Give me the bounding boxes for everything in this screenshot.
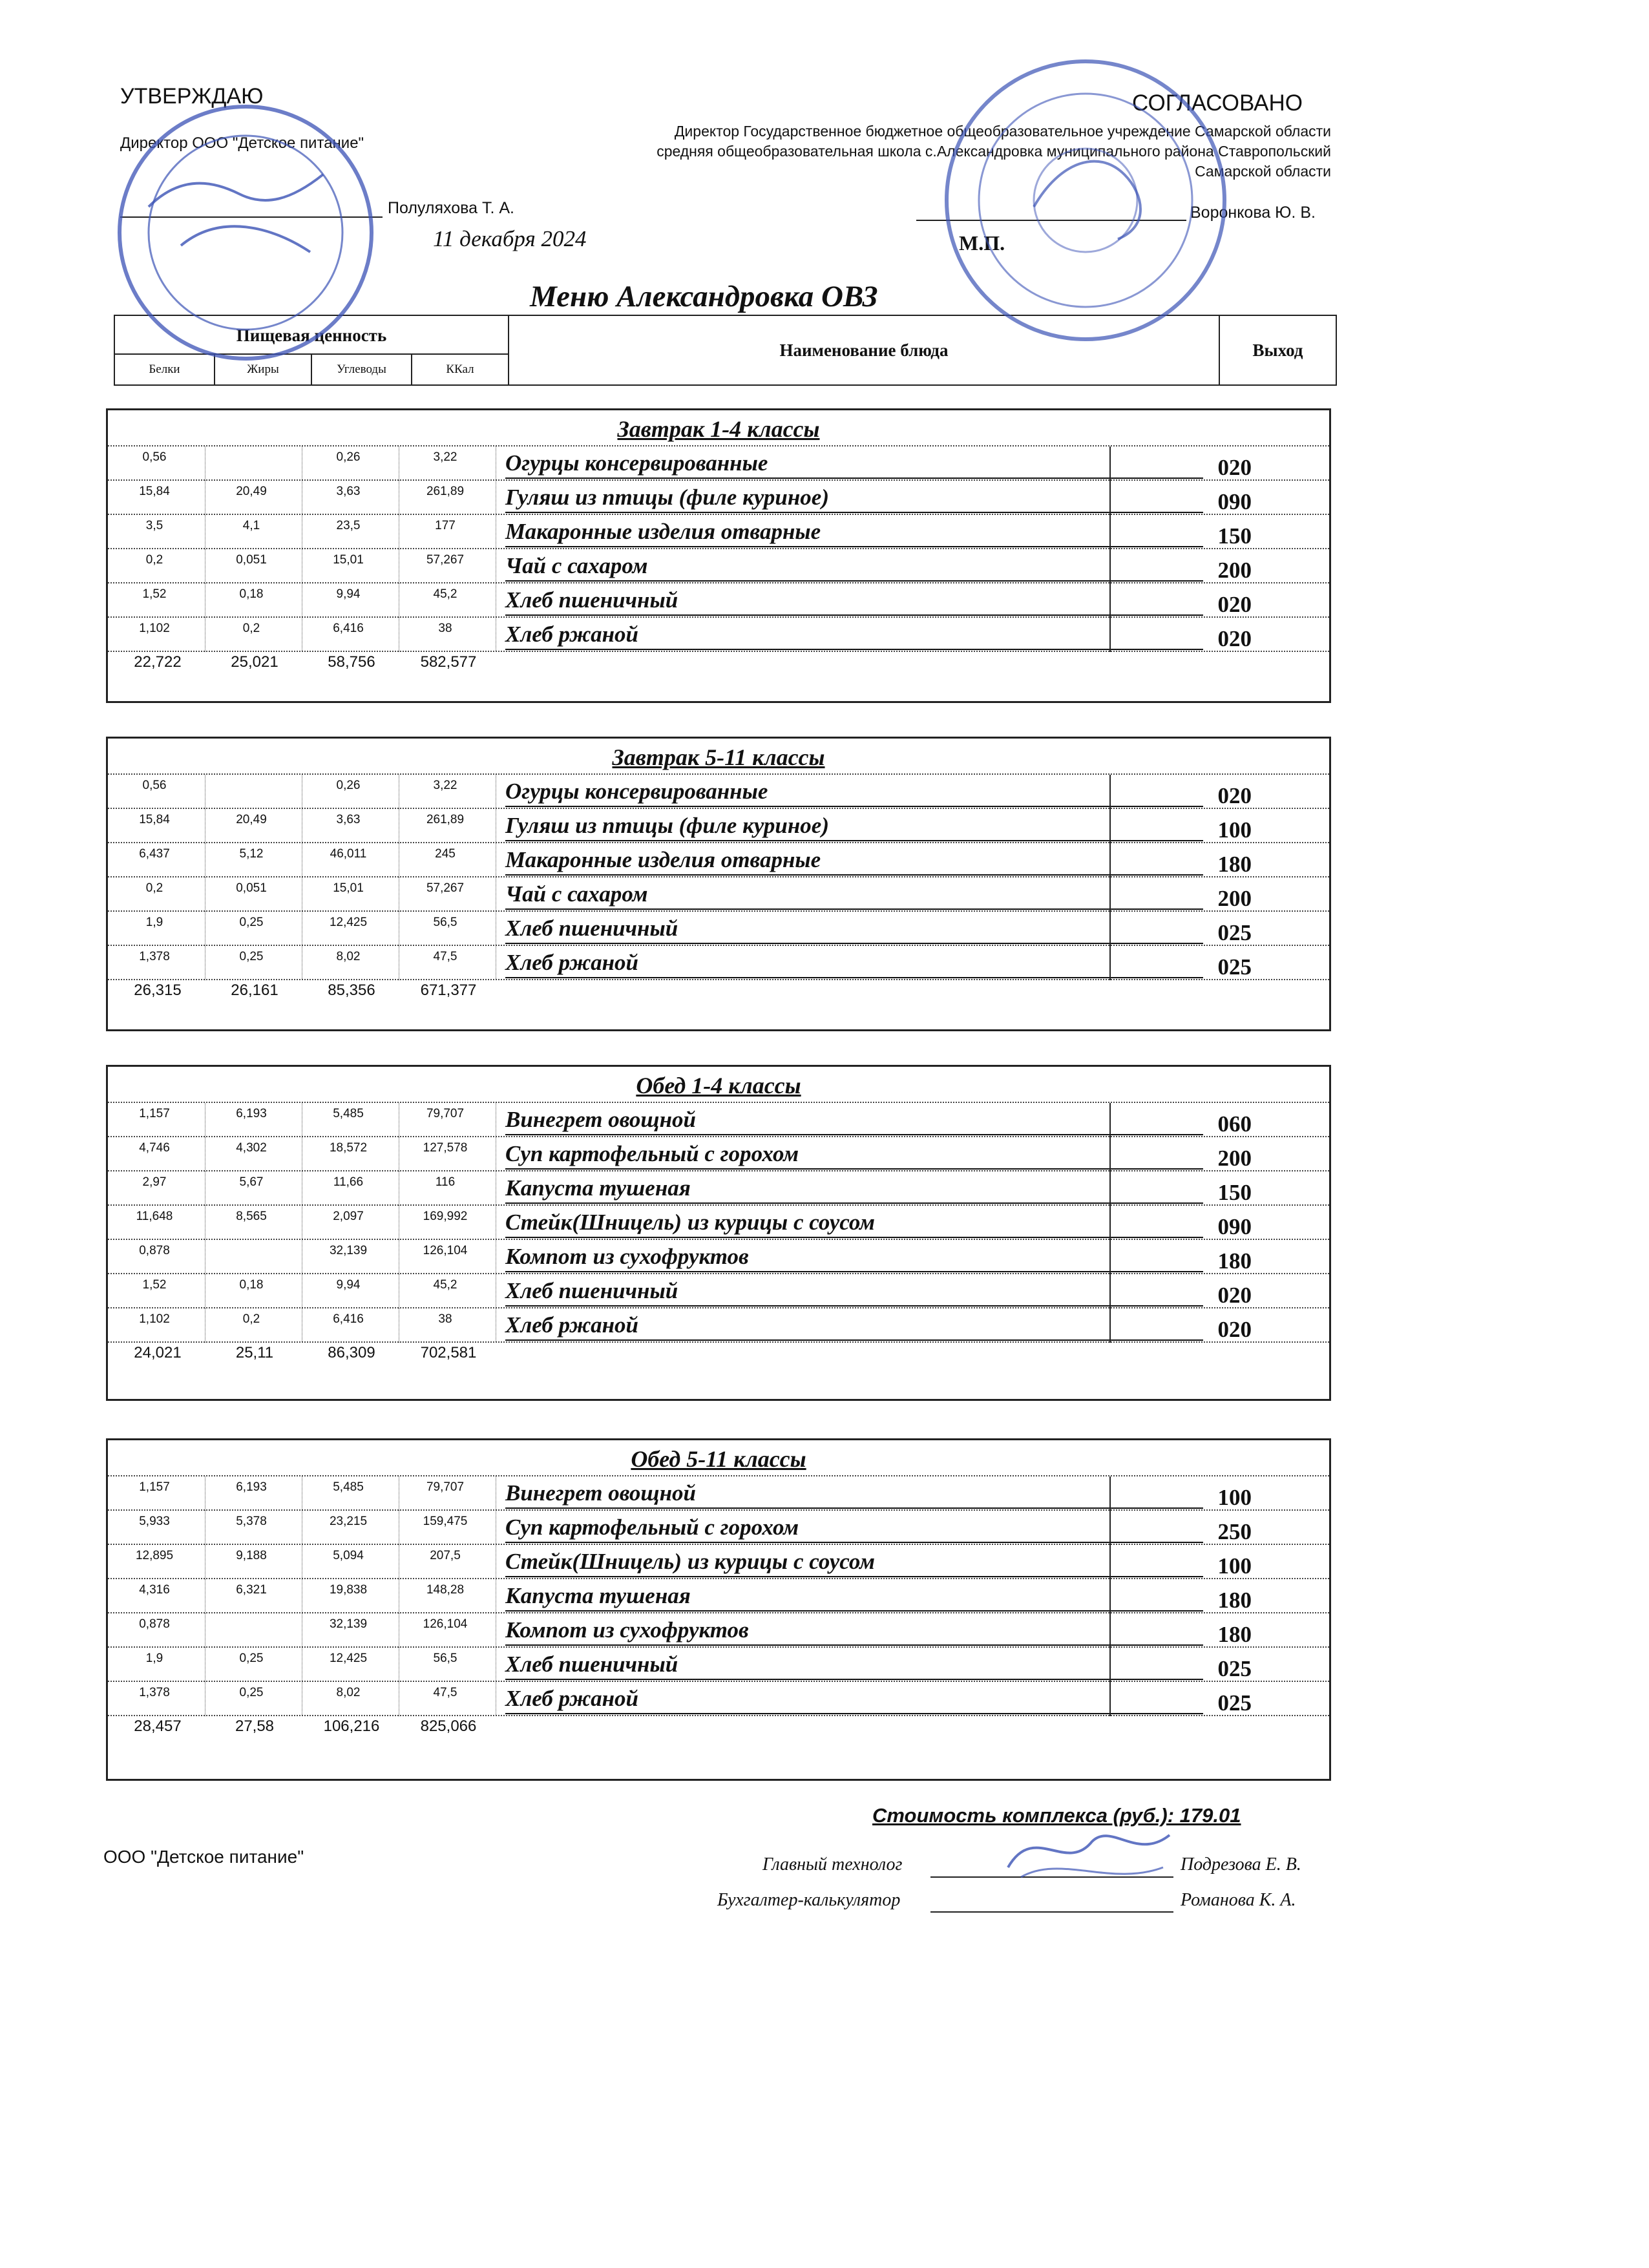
fat-value: 20,49	[236, 813, 267, 826]
protein-value: 11,648	[136, 1210, 173, 1223]
dish-name: Стейк(Шницель) из курицы с соусом	[505, 1208, 1203, 1238]
output-cell	[1109, 1308, 1329, 1343]
output-cell	[1109, 515, 1329, 549]
menu-row	[108, 1273, 1329, 1308]
output-cell	[1109, 1682, 1329, 1716]
dish-name: Хлеб пшеничный	[505, 586, 1203, 616]
carbs-value: 5,485	[333, 1480, 364, 1494]
carbs-value: 9,94	[336, 587, 361, 601]
kcal-value: 79,707	[426, 1107, 465, 1120]
signature-icon	[995, 1816, 1189, 1893]
school-stamp-icon	[905, 45, 1266, 355]
output-value: 025	[1217, 1656, 1252, 1681]
kcal-value: 79,707	[426, 1480, 465, 1494]
output-value: 100	[1217, 1553, 1252, 1579]
fat-value: 20,49	[236, 485, 267, 498]
protein-value: 4,746	[139, 1141, 170, 1155]
header-carbs: Углеводы	[312, 355, 412, 384]
output-value: 020	[1217, 592, 1252, 617]
dish-name: Хлеб ржаной	[505, 1685, 1203, 1714]
menu-row	[108, 514, 1329, 549]
section-title: Завтрак 5-11 классы	[612, 744, 825, 770]
dish-name: Компот из сухофруктов	[505, 1616, 1203, 1646]
kcal-value: 207,5	[430, 1549, 461, 1562]
menu-row	[108, 1475, 1329, 1511]
menu-row	[108, 582, 1329, 618]
menu-row	[108, 1239, 1329, 1274]
fat-value: 4,302	[236, 1141, 267, 1155]
menu-row	[108, 1136, 1329, 1171]
menu-row	[108, 1170, 1329, 1206]
total-carbs: 106,216	[323, 1717, 380, 1735]
output-cell	[1109, 912, 1329, 946]
fat-value: 0,051	[236, 881, 267, 895]
menu-row	[108, 616, 1329, 652]
carbs-value: 15,01	[333, 553, 364, 567]
menu-row	[108, 1578, 1329, 1613]
approval-date: 11 декабря 2024	[433, 226, 587, 251]
kcal-value: 45,2	[433, 1278, 457, 1292]
output-cell	[1109, 446, 1329, 481]
menu-section	[106, 1438, 1331, 1781]
carbs-value: 12,425	[329, 1652, 368, 1665]
dish-name: Хлеб пшеничный	[505, 1650, 1203, 1680]
fat-value: 5,12	[239, 847, 264, 861]
protein-value: 15,84	[139, 485, 170, 498]
protein-value: 1,52	[142, 1278, 167, 1292]
output-cell	[1109, 481, 1329, 515]
output-value: 180	[1217, 1588, 1252, 1613]
fat-value: 4,1	[242, 519, 260, 532]
output-cell	[1109, 583, 1329, 618]
output-value: 025	[1217, 954, 1252, 980]
output-cell	[1109, 775, 1329, 809]
carbs-value: 6,416	[333, 1312, 364, 1326]
protein-value: 0,878	[139, 1617, 170, 1631]
output-value: 180	[1217, 1622, 1252, 1647]
menu-row	[108, 479, 1329, 515]
protein-value: 1,157	[139, 1107, 170, 1120]
protein-value: 1,157	[139, 1480, 170, 1494]
fat-value: 0,18	[239, 587, 264, 601]
header-nutrition: Пищевая ценность	[115, 316, 509, 355]
output-value: 020	[1217, 626, 1252, 651]
output-value: 150	[1217, 1180, 1252, 1205]
fat-value: 0,2	[242, 1312, 260, 1326]
kcal-value: 116	[435, 1175, 456, 1189]
output-cell	[1109, 946, 1329, 980]
output-value: 020	[1217, 1283, 1252, 1308]
protein-value: 1,378	[139, 1686, 170, 1699]
protein-value: 3,5	[145, 519, 163, 532]
dish-name: Суп картофельный с горохом	[505, 1513, 1203, 1543]
menu-row	[108, 1544, 1329, 1579]
carbs-value: 23,215	[329, 1515, 368, 1528]
output-value: 090	[1217, 1214, 1252, 1239]
output-value: 100	[1217, 817, 1252, 843]
kcal-value: 245	[435, 847, 456, 861]
dish-name: Чай с сахаром	[505, 880, 1203, 910]
protein-value: 1,102	[139, 622, 170, 635]
output-value: 100	[1217, 1485, 1252, 1510]
menu-row	[108, 1204, 1329, 1240]
menu-row	[108, 1307, 1329, 1343]
output-cell	[1109, 1648, 1329, 1682]
dish-name: Хлеб пшеничный	[505, 914, 1203, 944]
fat-value: 0,051	[236, 553, 267, 567]
protein-value: 4,316	[139, 1583, 170, 1597]
carbs-value: 0,26	[336, 779, 361, 792]
carbs-value: 11,66	[333, 1175, 364, 1189]
total-fat: 25,021	[231, 653, 278, 671]
total-protein: 22,722	[134, 653, 182, 671]
menu-row	[108, 876, 1329, 912]
menu-row	[108, 808, 1329, 843]
protein-value: 5,933	[139, 1515, 170, 1528]
dish-name: Стейк(Шницель) из курицы с соусом	[505, 1548, 1203, 1577]
carbs-value: 3,63	[336, 813, 361, 826]
output-cell	[1109, 618, 1329, 652]
menu-row	[108, 910, 1329, 946]
menu-row	[108, 842, 1329, 877]
dish-name: Макаронные изделия отварные	[505, 846, 1203, 876]
total-fat: 27,58	[235, 1717, 275, 1735]
header-dish-name: Наименование блюда	[509, 316, 1220, 384]
menu-row	[108, 1681, 1329, 1716]
kcal-value: 169,992	[423, 1210, 468, 1223]
totals-row	[108, 1715, 1329, 1738]
header-kcal: ККал	[412, 355, 509, 384]
output-cell	[1109, 1579, 1329, 1613]
output-cell	[1109, 1171, 1329, 1206]
dish-name: Гуляш из птицы (филе куриное)	[505, 812, 1203, 841]
fat-value: 9,188	[236, 1549, 267, 1562]
approval-name: Полуляхова Т. А.	[388, 199, 514, 217]
approval-title: УТВЕРЖДАЮ	[120, 84, 264, 109]
output-cell	[1109, 1206, 1329, 1240]
section-title: Завтрак 1-4 классы	[617, 416, 820, 442]
menu-row	[108, 1509, 1329, 1545]
fat-value: 5,378	[236, 1515, 267, 1528]
output-cell	[1109, 1511, 1329, 1545]
total-kcal: 671,377	[420, 982, 477, 999]
output-cell	[1109, 1274, 1329, 1308]
menu-row	[108, 1646, 1329, 1682]
output-value: 020	[1217, 455, 1252, 480]
output-cell	[1109, 1240, 1329, 1274]
kcal-value: 126,104	[423, 1617, 468, 1631]
dish-name: Хлеб ржаной	[505, 1311, 1203, 1341]
carbs-value: 5,485	[333, 1107, 364, 1120]
protein-value: 1,9	[145, 1652, 163, 1665]
carbs-value: 6,416	[333, 622, 364, 635]
carbs-value: 8,02	[336, 1686, 361, 1699]
kcal-value: 159,475	[423, 1515, 468, 1528]
menu-row	[108, 945, 1329, 980]
output-cell	[1109, 1137, 1329, 1171]
output-cell	[1109, 809, 1329, 843]
kcal-value: 3,22	[433, 779, 457, 792]
carbs-value: 12,425	[329, 916, 368, 929]
output-value: 060	[1217, 1111, 1252, 1137]
kcal-value: 57,267	[426, 881, 465, 895]
output-cell	[1109, 1545, 1329, 1579]
total-kcal: 825,066	[420, 1717, 477, 1735]
output-value: 200	[1217, 1146, 1252, 1171]
dish-name: Чай с сахаром	[505, 552, 1203, 582]
totals-row	[108, 651, 1329, 674]
kcal-value: 47,5	[433, 1686, 457, 1699]
fat-value: 0,25	[239, 950, 264, 963]
output-value: 150	[1217, 523, 1252, 549]
agreement-name: Воронкова Ю. В.	[1190, 204, 1316, 222]
kcal-value: 127,578	[423, 1141, 468, 1155]
menu-row	[108, 1612, 1329, 1648]
output-value: 025	[1217, 920, 1252, 945]
output-value: 090	[1217, 489, 1252, 514]
page-title: Меню Александровка ОВЗ	[530, 280, 878, 313]
header-fat: Жиры	[215, 355, 312, 384]
total-carbs: 58,756	[328, 653, 375, 671]
totals-row	[108, 1341, 1329, 1365]
menu-row	[108, 548, 1329, 583]
fat-value: 6,193	[236, 1107, 267, 1120]
dish-name: Винегрет овощной	[505, 1479, 1203, 1509]
complex-cost: Стоимость комплекса (руб.): 179.01	[872, 1804, 1241, 1827]
protein-value: 2,97	[142, 1175, 167, 1189]
fat-value: 0,18	[239, 1278, 264, 1292]
kcal-value: 57,267	[426, 553, 465, 567]
protein-value: 0,878	[139, 1244, 170, 1257]
approval-role: Директор ООО "Детское питание"	[120, 134, 364, 152]
kcal-value: 261,89	[426, 813, 465, 826]
technologist-role: Главный технолог	[762, 1854, 903, 1874]
output-value: 250	[1217, 1519, 1252, 1544]
company-name: ООО "Детское питание"	[103, 1847, 304, 1867]
dish-name: Суп картофельный с горохом	[505, 1140, 1203, 1170]
total-protein: 24,021	[134, 1344, 182, 1361]
output-cell	[1109, 549, 1329, 583]
carbs-value: 2,097	[333, 1210, 364, 1223]
dish-name: Хлеб пшеничный	[505, 1277, 1203, 1307]
agreement-role: Директор Государственное бюджетное общеобразовательное учреждение Самарской области средняя общеобразовательная школа с.Александровка муниципального района Ставропольский Самарской области	[656, 123, 1331, 180]
carbs-value: 5,094	[333, 1549, 364, 1562]
fat-value: 5,67	[239, 1175, 264, 1189]
carbs-value: 32,139	[329, 1617, 368, 1631]
total-kcal: 582,577	[420, 653, 477, 671]
menu-section	[106, 1065, 1331, 1401]
kcal-value: 177	[435, 519, 456, 532]
protein-value: 0,56	[142, 450, 167, 464]
output-cell	[1109, 1476, 1329, 1511]
accountant-role: Бухгалтер-калькулятор	[717, 1890, 901, 1910]
carbs-value: 32,139	[329, 1244, 368, 1257]
dish-name: Хлеб ржаной	[505, 620, 1203, 650]
total-kcal: 702,581	[420, 1344, 477, 1361]
protein-value: 0,56	[142, 779, 167, 792]
carbs-value: 15,01	[333, 881, 364, 895]
total-protein: 26,315	[134, 982, 182, 999]
output-value: 025	[1217, 1690, 1252, 1716]
output-value: 020	[1217, 783, 1252, 808]
fat-value: 0,25	[239, 916, 264, 929]
dish-name: Макаронные изделия отварные	[505, 518, 1203, 547]
carbs-value: 9,94	[336, 1278, 361, 1292]
protein-value: 15,84	[139, 813, 170, 826]
carbs-value: 8,02	[336, 950, 361, 963]
fat-value: 6,193	[236, 1480, 267, 1494]
output-value: 020	[1217, 1317, 1252, 1342]
output-cell	[1109, 1613, 1329, 1648]
dish-name: Хлеб ржаной	[505, 949, 1203, 978]
menu-section	[106, 408, 1331, 703]
protein-value: 1,378	[139, 950, 170, 963]
output-cell	[1109, 843, 1329, 877]
fat-value: 0,2	[242, 622, 260, 635]
section-title: Обед 5-11 классы	[631, 1446, 806, 1472]
menu-row	[108, 1102, 1329, 1137]
carbs-value: 23,5	[336, 519, 361, 532]
output-cell	[1109, 1103, 1329, 1137]
kcal-value: 148,28	[426, 1583, 465, 1597]
kcal-value: 38	[438, 622, 452, 635]
dish-name: Компот из сухофруктов	[505, 1243, 1203, 1272]
dish-name: Винегрет овощной	[505, 1106, 1203, 1135]
protein-value: 1,52	[142, 587, 167, 601]
stamp-place-label: М.П.	[959, 231, 1005, 255]
menu-row	[108, 773, 1329, 809]
kcal-value: 38	[438, 1312, 452, 1326]
protein-value: 1,9	[145, 916, 163, 929]
kcal-value: 47,5	[433, 950, 457, 963]
menu-row	[108, 445, 1329, 481]
protein-value: 1,102	[139, 1312, 170, 1326]
protein-value: 0,2	[145, 553, 163, 567]
kcal-value: 261,89	[426, 485, 465, 498]
carbs-value: 0,26	[336, 450, 361, 464]
technologist-name: Подрезова Е. В.	[1181, 1854, 1301, 1874]
total-fat: 25,11	[235, 1344, 274, 1361]
total-carbs: 86,309	[328, 1344, 375, 1361]
totals-row	[108, 979, 1329, 1002]
fat-value: 6,321	[236, 1583, 267, 1597]
fat-value: 0,25	[239, 1652, 264, 1665]
output-value: 200	[1217, 558, 1252, 583]
kcal-value: 126,104	[423, 1244, 468, 1257]
output-cell	[1109, 877, 1329, 912]
section-title: Обед 1-4 классы	[636, 1073, 801, 1098]
header-output: Выход	[1252, 341, 1303, 360]
protein-value: 12,895	[135, 1549, 174, 1562]
total-fat: 26,161	[231, 982, 278, 999]
carbs-value: 46,011	[330, 847, 367, 861]
protein-value: 0,2	[145, 881, 163, 895]
agreement-title: СОГЛАСОВАНО	[1132, 90, 1303, 116]
header-protein: Белки	[115, 355, 215, 384]
dish-name: Огурцы консервированные	[505, 449, 1203, 479]
kcal-value: 56,5	[433, 1652, 457, 1665]
kcal-value: 45,2	[433, 587, 457, 601]
menu-section	[106, 737, 1331, 1031]
carbs-value: 18,572	[329, 1141, 368, 1155]
output-value: 180	[1217, 852, 1252, 877]
accountant-signature-line	[930, 1911, 1173, 1913]
total-protein: 28,457	[134, 1717, 182, 1735]
output-value: 200	[1217, 886, 1252, 911]
fat-value: 8,565	[236, 1210, 267, 1223]
company-stamp-icon	[78, 97, 414, 368]
kcal-value: 56,5	[433, 916, 457, 929]
carbs-value: 19,838	[329, 1583, 368, 1597]
dish-name: Капуста тушеная	[505, 1582, 1203, 1612]
output-value: 180	[1217, 1248, 1252, 1274]
kcal-value: 3,22	[433, 450, 457, 464]
accountant-name: Романова К. А.	[1181, 1890, 1296, 1910]
protein-value: 6,437	[139, 847, 170, 861]
total-carbs: 85,356	[328, 982, 375, 999]
carbs-value: 3,63	[336, 485, 361, 498]
dish-name: Капуста тушеная	[505, 1174, 1203, 1204]
dish-name: Огурцы консервированные	[505, 777, 1203, 807]
fat-value: 0,25	[239, 1686, 264, 1699]
dish-name: Гуляш из птицы (филе куриное)	[505, 483, 1203, 513]
